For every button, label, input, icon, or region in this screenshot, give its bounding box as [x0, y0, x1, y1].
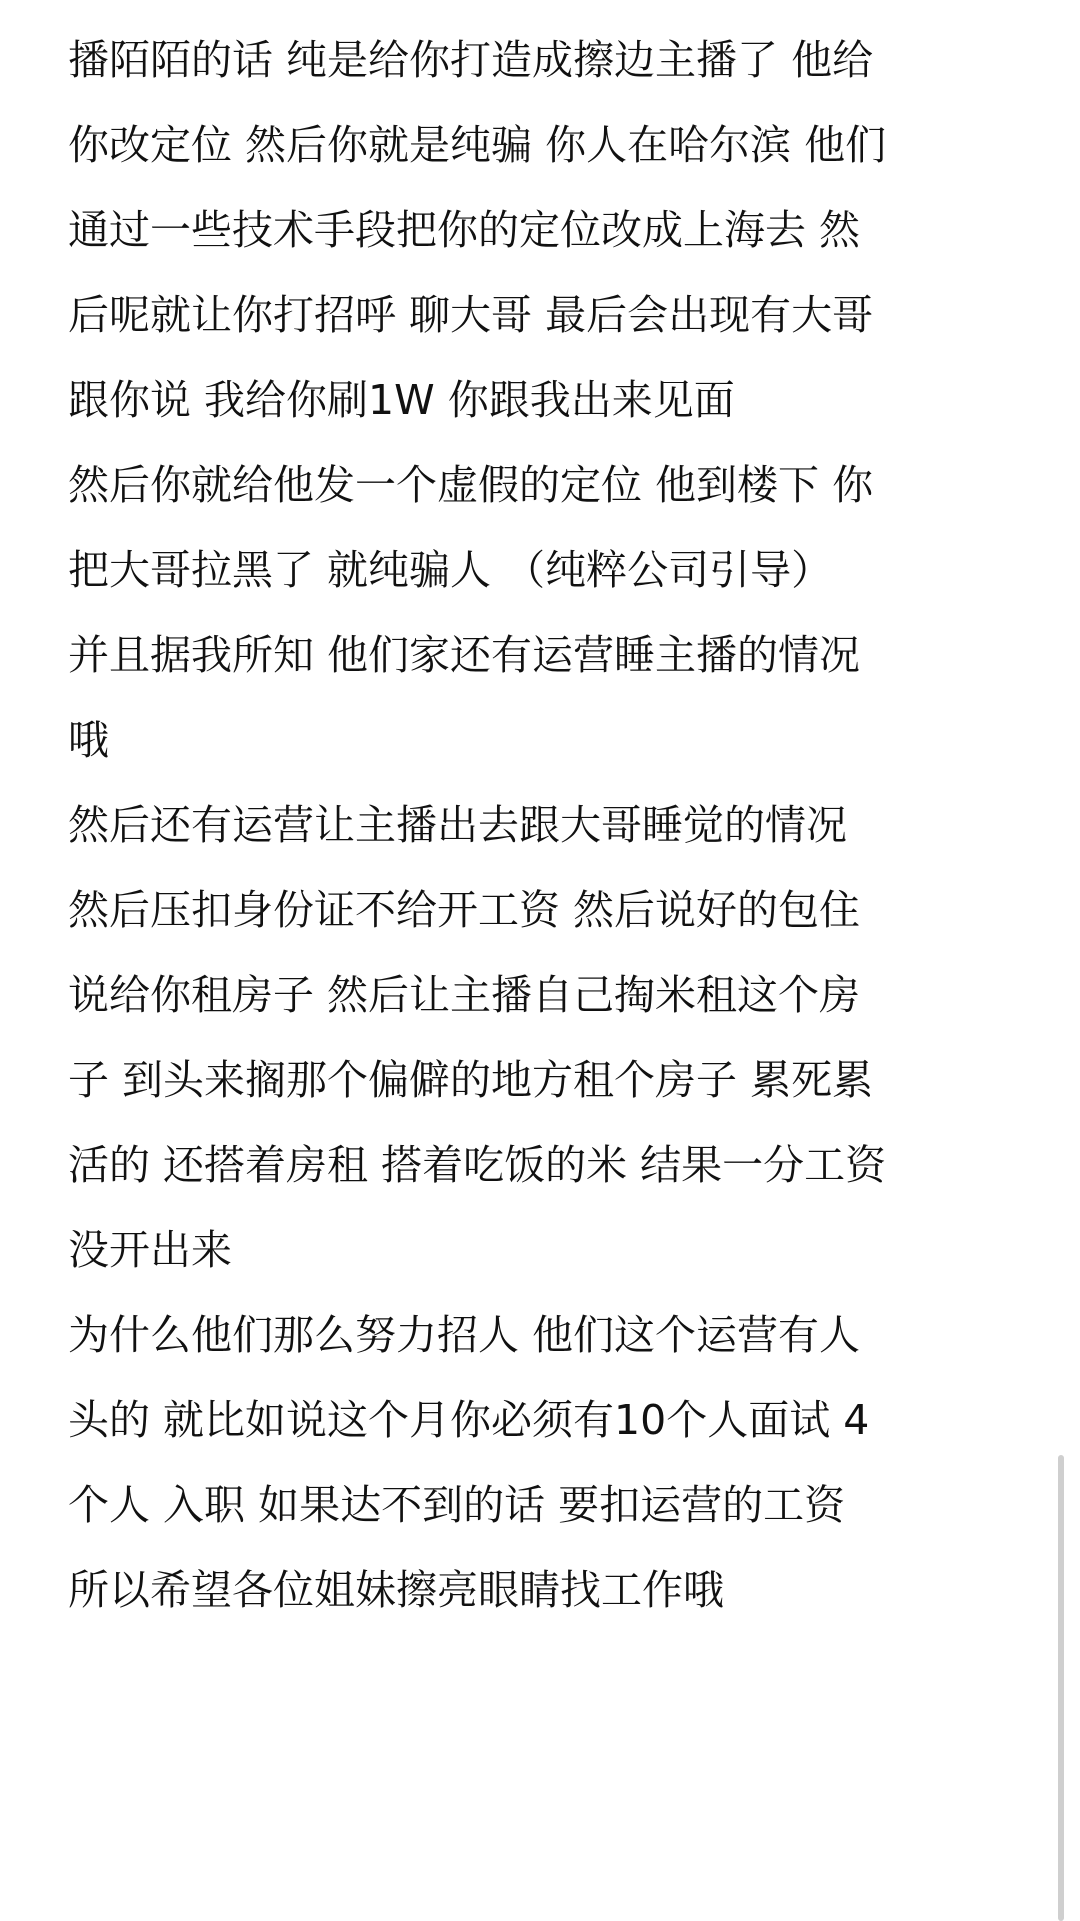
text-line: 然后还有运营让主播出去跟大哥睡觉的情况 [68, 801, 847, 849]
text-line: 并且据我所知 他们家还有运营睡主播的情况 [68, 631, 861, 679]
text-line: 为什么他们那么努力招人 他们这个运营有人 [68, 1311, 861, 1359]
text-line: 活的 还搭着房租 搭着吃饭的米 结果一分工资 [68, 1141, 887, 1189]
text-line: 跟你说 我给你刷1W 你跟我出来见面 [68, 376, 735, 424]
text-line: 说给你租房子 然后让主播自己掏米租这个房 [68, 971, 861, 1019]
text-line: 然后你就给他发一个虚假的定位 他到楼下 你 [68, 461, 874, 509]
text-line: 通过一些技术手段把你的定位改成上海去 然 [68, 206, 861, 254]
scrollbar-thumb[interactable] [1058, 1455, 1064, 1921]
article-body [68, 18, 1018, 1633]
text-line: 后呢就让你打招呼 聊大哥 最后会出现有大哥 [68, 291, 874, 339]
text-line: 没开出来 [68, 1226, 232, 1274]
text-line: 把大哥拉黑了 就纯骗人 （纯粹公司引导） [68, 546, 833, 594]
text-line: 播陌陌的话 纯是给你打造成擦边主播了 他给 [68, 36, 874, 84]
text-line: 然后压扣身份证不给开工资 然后说好的包住 [68, 886, 861, 934]
text-line: 头的 就比如说这个月你必须有10个人面试 4 [68, 1396, 870, 1444]
text-line: 哦 [68, 716, 109, 764]
text-line: 子 到头来搁那个偏僻的地方租个房子 累死累 [68, 1056, 874, 1104]
vertical-scrollbar[interactable] [1052, 1455, 1080, 1921]
text-line: 所以希望各位姐妹擦亮眼睛找工作哦 [68, 1566, 724, 1614]
text-line: 你改定位 然后你就是纯骗 你人在哈尔滨 他们 [68, 121, 887, 169]
text-line: 个人 入职 如果达不到的话 要扣运营的工资 [68, 1481, 846, 1529]
